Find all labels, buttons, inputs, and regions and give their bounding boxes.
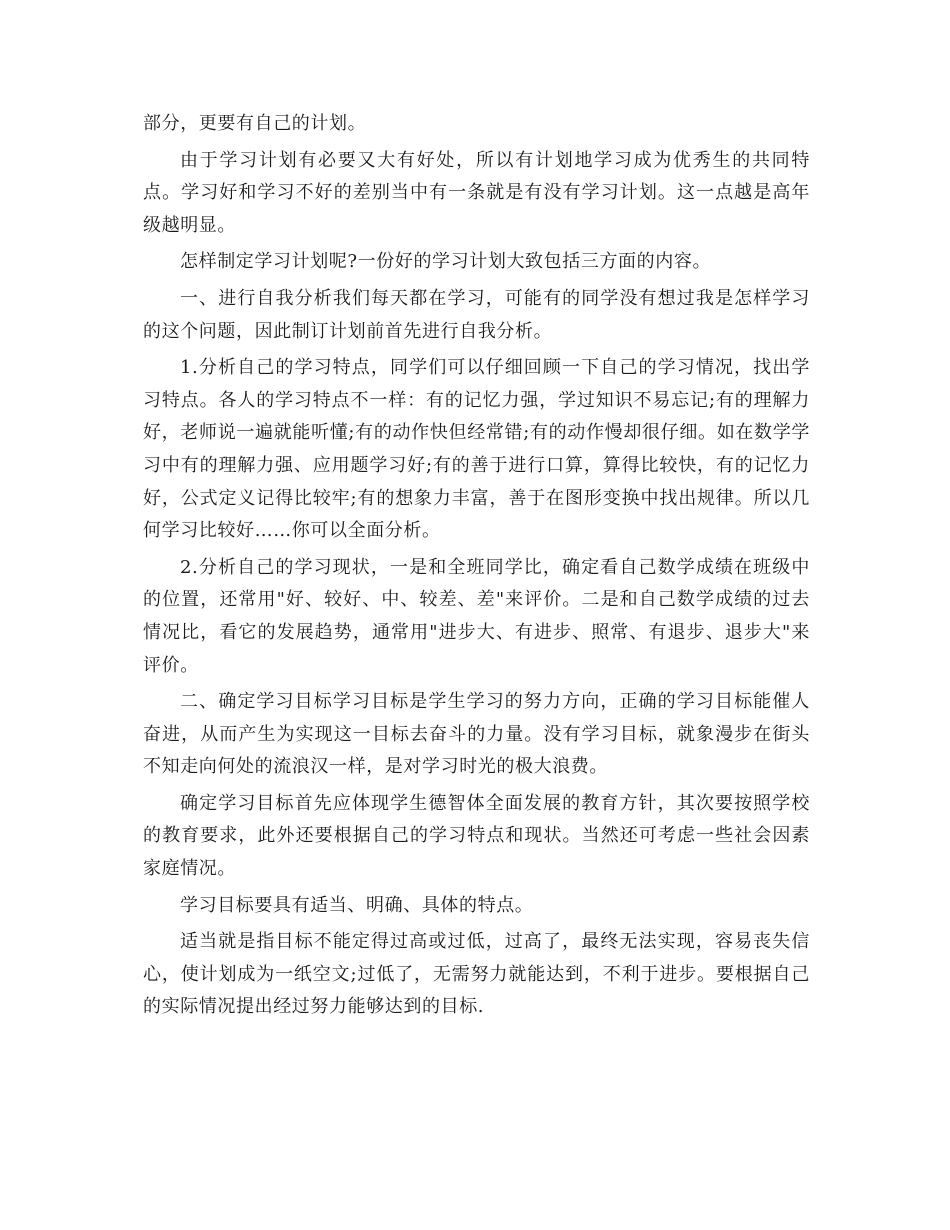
paragraph-3: 怎样制定学习计划呢?一份好的学习计划大致包括三方面的内容。 [180,251,712,273]
paragraph-5: 1.分析自己的学习特点，同学们可以仔细回顾一下自己的学习情况，找出学习特点。各人的学习特点不一样：有的记忆力强，学过知识不易忘记;有的理解力好，老师说一遍就能听懂;有的动作快但经常错;有的动作慢却很仔细。如在数学学习中有的理解力强、应用题学习好;有的善于进行口算，算得比较快，有的记忆力好，公式定义记得比较牢;有的想象力丰富，善于在图形变换中找出规律。所以几何学习比较好……你可以全面分析。 [143,357,810,542]
paragraph-4: 一、进行自我分析我们每天都在学习，可能有的同学没有想过我是怎样学习的这个问题，因此制订计划前首先进行自我分析。 [143,287,810,342]
paragraph-10: 适当就是指目标不能定得过高或过低，过高了，最终无法实现，容易丧失信心，使计划成为一纸空文;过低了，无需努力就能达到，不利于进步。要根据自己的实际情况提出经过努力能够达到的目标. [143,931,810,1018]
paragraph-9: 学习目标要具有适当、明确、具体的特点。 [180,894,534,916]
paragraph-2: 由于学习计划有必要又大有好处，所以有计划地学习成为优秀生的共同特点。学习好和学习不好的差别当中有一条就是有没有学习计划。这一点越是高年级越明显。 [143,149,810,236]
paragraph-7: 二、确定学习目标学习目标是学生学习的努力方向，正确的学习目标能催人奋进，从而产生为实现这一目标去奋斗的力量。没有学习目标，就象漫步在街头不知走向何处的流浪汉一样，是对学习时光的极大浪费。 [143,691,810,778]
paragraph-6: 2.分析自己的学习现状，一是和全班同学比，确定看自己数学成绩在班级中的位置，还常用"好、较好、中、较差、差"来评价。二是和自己数学成绩的过去情况比，看它的发展趋势，通常用"进步大、有进步、照常、有退步、退步大"来评价。 [143,556,810,676]
paragraph-1: 部分，更要有自己的计划。 [143,113,367,134]
paragraph-8: 确定学习目标首先应体现学生德智体全面发展的教育方针，其次要按照学校的教育要求，此外还要根据自己的学习特点和现状。当然还可考虑一些社会因素家庭情况。 [143,792,810,880]
